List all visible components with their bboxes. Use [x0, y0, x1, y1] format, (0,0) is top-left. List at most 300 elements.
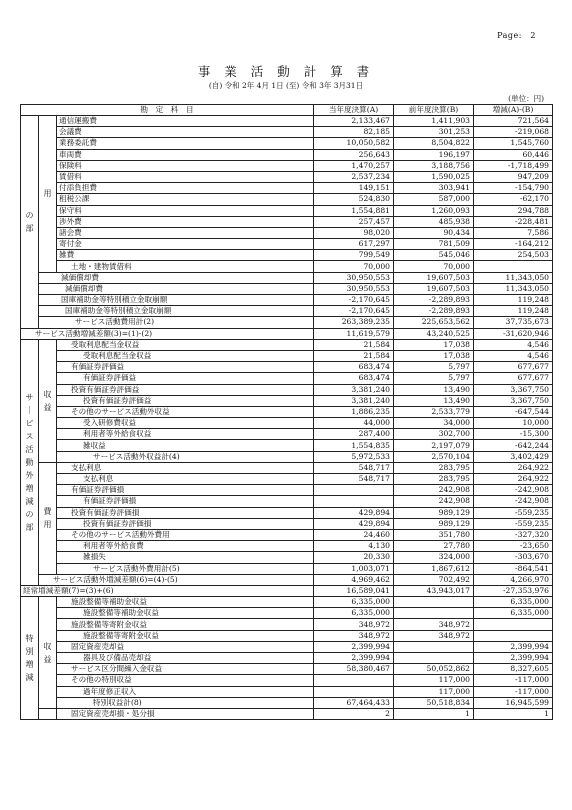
- difference-value: [474, 261, 553, 272]
- account-label: 車両費: [57, 149, 314, 160]
- total-label: 経常増減差額(7)=(3)+(6): [21, 585, 314, 596]
- account-label: 有価証券評価損: [57, 485, 314, 496]
- prior-year-value: 5,797: [394, 373, 474, 384]
- account-label: 会議費: [57, 127, 314, 138]
- table-row: [21, 384, 553, 395]
- statement-table: [20, 104, 553, 720]
- current-year-value: 5,972,533: [314, 451, 394, 462]
- unit-label: (単位：円): [508, 94, 544, 103]
- side-label-char: 増: [25, 660, 34, 670]
- account-label: 付添負担費: [57, 183, 314, 194]
- side-label-char: 減: [25, 673, 34, 683]
- prior-year-value: 545,046: [394, 250, 474, 261]
- table-row: [21, 395, 553, 406]
- current-year-value: [314, 485, 394, 496]
- account-label: 支払利息: [57, 474, 314, 485]
- prior-year-value: 13,490: [394, 395, 474, 406]
- table-row: [21, 474, 553, 485]
- current-year-value: 44,000: [314, 418, 394, 429]
- subtotal-label: サービス活動増減差額(3)=(1)-(2): [21, 328, 314, 339]
- prior-year-value: 43,943,017: [394, 585, 474, 596]
- difference-value: 1: [474, 708, 553, 719]
- current-year-value: 1,886,235: [314, 406, 394, 417]
- prior-year-value: 19,607,503: [394, 272, 474, 283]
- current-year-value: [314, 496, 394, 507]
- current-year-value: 617,297: [314, 239, 394, 250]
- table-row: [21, 227, 553, 238]
- prior-year-value: 8,504,822: [394, 138, 474, 149]
- side-label-char: 益: [43, 654, 52, 664]
- prior-year-value: -2,289,893: [394, 306, 474, 317]
- table-row: [21, 429, 553, 440]
- difference-value: -117,000: [474, 686, 553, 697]
- side-label-char: 収: [43, 389, 52, 399]
- difference-value: 16,945,599: [474, 697, 553, 708]
- prior-year-value: 1,590,025: [394, 171, 474, 182]
- prior-year-value: 351,780: [394, 529, 474, 540]
- side-label-char: 部: [25, 522, 34, 532]
- current-year-value: [314, 686, 394, 697]
- prior-year-value: 302,700: [394, 429, 474, 440]
- account-label: 国庫補助金等特別積立金取崩額: [39, 295, 314, 306]
- difference-value: [474, 630, 553, 641]
- header-diff: 増減(A)-(B): [474, 105, 553, 116]
- table-row: [21, 127, 553, 138]
- side-label-char: ビ: [25, 418, 34, 428]
- account-label: 固定資産売却損・処分損: [57, 708, 314, 719]
- prior-year-value: 27,780: [394, 541, 474, 552]
- account-label: 施設整備等寄附金収益: [57, 630, 314, 641]
- table-row: [21, 664, 553, 675]
- prior-year-value: 1,411,903: [394, 116, 474, 127]
- current-year-value: 16,589,041: [314, 585, 394, 596]
- side-label-char: 収: [43, 641, 52, 651]
- account-label: 受取利息配当金収益: [57, 339, 314, 350]
- difference-value: -62,170: [474, 194, 553, 205]
- table-row: [21, 205, 553, 216]
- difference-value: 3,402,429: [474, 451, 553, 462]
- subsection-label-expense: [39, 462, 57, 574]
- account-label: 受入研修費収益: [57, 418, 314, 429]
- difference-value: 3,367,750: [474, 395, 553, 406]
- prior-year-value: 117,000: [394, 675, 474, 686]
- prior-year-value: [394, 641, 474, 652]
- account-label: サービス活動費用計(2): [39, 317, 314, 328]
- prior-year-value: 2,533,779: [394, 406, 474, 417]
- subsection-label-expense: [39, 116, 57, 273]
- difference-value: -164,212: [474, 239, 553, 250]
- table-row: [21, 675, 553, 686]
- header-prior: 前年度決算(B): [394, 105, 474, 116]
- current-year-value: 257,457: [314, 216, 394, 227]
- current-year-value: 1,554,881: [314, 205, 394, 216]
- difference-value: 6,335,000: [474, 597, 553, 608]
- header-current: 当年度決算(A): [314, 105, 394, 116]
- difference-value: -242,908: [474, 496, 553, 507]
- table-row: [21, 295, 553, 306]
- current-year-value: 683,474: [314, 373, 394, 384]
- side-label-char: 別: [25, 647, 34, 657]
- difference-value: -559,235: [474, 518, 553, 529]
- difference-value: -27,353,976: [474, 585, 553, 596]
- table-row: [21, 529, 553, 540]
- table-row: [21, 653, 553, 664]
- side-label-char: 特: [25, 634, 34, 644]
- current-year-value: 30,950,553: [314, 272, 394, 283]
- current-year-value: 82,185: [314, 127, 394, 138]
- table-row: [21, 708, 553, 719]
- difference-value: 2,399,994: [474, 641, 553, 652]
- subsection-label-blank: [39, 708, 57, 719]
- prior-year-value: 1: [394, 708, 474, 719]
- account-label: 施設整備等補助金収益: [57, 597, 314, 608]
- prior-year-value: [394, 608, 474, 619]
- current-year-value: 2,399,994: [314, 641, 394, 652]
- prior-year-value: 90,434: [394, 227, 474, 238]
- side-label-char: 増: [25, 483, 34, 493]
- current-year-value: 24,460: [314, 529, 394, 540]
- table-row: [21, 149, 553, 160]
- prior-year-value: 43,240,525: [394, 328, 474, 339]
- current-year-value: 20,330: [314, 552, 394, 563]
- difference-value: 11,343,050: [474, 272, 553, 283]
- account-label: 投資有価証券評価益: [57, 395, 314, 406]
- account-label: 渉外費: [57, 216, 314, 227]
- table-row: [21, 317, 553, 328]
- total-row: [21, 585, 553, 596]
- account-label: 有価証券評価損: [57, 496, 314, 507]
- difference-value: 119,248: [474, 295, 553, 306]
- prior-year-value: 117,000: [394, 686, 474, 697]
- section-label-extraordinary: [21, 597, 39, 720]
- current-year-value: 3,381,240: [314, 395, 394, 406]
- prior-year-value: 348,972: [394, 630, 474, 641]
- section-label-non-service: [21, 339, 39, 585]
- current-year-value: 524,830: [314, 194, 394, 205]
- prior-year-value: 781,509: [394, 239, 474, 250]
- current-year-value: 6,335,000: [314, 597, 394, 608]
- account-label: 寄付金: [57, 239, 314, 250]
- difference-value: -1,718,499: [474, 160, 553, 171]
- difference-value: 254,503: [474, 250, 553, 261]
- account-label: 有価証券評価益: [57, 362, 314, 373]
- table-row: [21, 686, 553, 697]
- current-year-value: 6,335,000: [314, 608, 394, 619]
- current-year-value: 58,380,467: [314, 664, 394, 675]
- side-label-char: サ: [25, 392, 34, 402]
- difference-value: 1,545,760: [474, 138, 553, 149]
- prior-year-value: 242,908: [394, 496, 474, 507]
- side-label-char: の: [25, 509, 34, 519]
- table-row: [21, 194, 553, 205]
- document-title: 事 業 活 動 計 算 書: [197, 64, 375, 79]
- difference-value: 119,248: [474, 306, 553, 317]
- difference-value: -228,481: [474, 216, 553, 227]
- prior-year-value: 303,941: [394, 183, 474, 194]
- account-label: 特別収益計(8): [57, 697, 314, 708]
- side-label-char: の: [25, 210, 34, 220]
- current-year-value: 21,584: [314, 339, 394, 350]
- prior-year-value: 485,938: [394, 216, 474, 227]
- table-row: [21, 597, 553, 608]
- prior-year-value: [394, 597, 474, 608]
- account-label: その他のサービス活動外費用: [57, 529, 314, 540]
- account-label: 雑損失: [57, 552, 314, 563]
- side-label-char: ｜: [25, 405, 34, 415]
- fiscal-period: (自) 令和 2年 4月 1日 (至) 令和 3年 3月31日: [208, 81, 364, 90]
- header-item: 勘 定 科 目: [21, 105, 314, 116]
- current-year-value: 2,537,234: [314, 171, 394, 182]
- side-label-char: 減: [25, 496, 34, 506]
- account-label: 雑収益: [57, 440, 314, 451]
- prior-year-value: 1,260,093: [394, 205, 474, 216]
- table-row: [21, 160, 553, 171]
- side-label-char: 用: [43, 520, 52, 530]
- prior-year-value: 3,188,756: [394, 160, 474, 171]
- prior-year-value: 5,797: [394, 362, 474, 373]
- table-row: [21, 641, 553, 652]
- subtotal-label: サービス活動外増減差額(6)=(4)-(5): [39, 574, 314, 585]
- current-year-value: 799,549: [314, 250, 394, 261]
- current-year-value: 70,000: [314, 261, 394, 272]
- account-label: 利用者等外給食収益: [57, 429, 314, 440]
- account-label: 固定資産売却益: [57, 641, 314, 652]
- side-label-char: 外: [25, 470, 34, 480]
- table-row: [21, 563, 553, 574]
- current-year-value: 4,969,462: [314, 574, 394, 585]
- difference-value: 11,343,050: [474, 283, 553, 294]
- section-label-service-activity: [21, 116, 39, 329]
- current-year-value: 683,474: [314, 362, 394, 373]
- table-row: [21, 116, 553, 127]
- account-label: 減価償却費: [39, 283, 314, 294]
- table-row: [21, 216, 553, 227]
- table-row: [21, 418, 553, 429]
- difference-value: -154,790: [474, 183, 553, 194]
- table-row: [21, 462, 553, 473]
- current-year-value: 30,950,553: [314, 283, 394, 294]
- difference-value: 7,586: [474, 227, 553, 238]
- current-year-value: 548,717: [314, 474, 394, 485]
- prior-year-value: 702,492: [394, 574, 474, 585]
- difference-value: 947,209: [474, 171, 553, 182]
- account-label: その他のサービス活動外収益: [57, 406, 314, 417]
- difference-value: -864,541: [474, 563, 553, 574]
- prior-year-value: 17,038: [394, 339, 474, 350]
- prior-year-value: 70,000: [394, 261, 474, 272]
- table-row: [21, 630, 553, 641]
- subtotal-row: [21, 328, 553, 339]
- difference-value: -117,000: [474, 675, 553, 686]
- account-label: サービス活動外費用計(5): [57, 563, 314, 574]
- difference-value: 264,922: [474, 474, 553, 485]
- account-label: 受取利息配当金収益: [57, 350, 314, 361]
- table-row: [21, 138, 553, 149]
- current-year-value: 10,050,582: [314, 138, 394, 149]
- account-label: サービス活動外収益計(4): [57, 451, 314, 462]
- account-label: サービス区分間繰入金収益: [57, 664, 314, 675]
- table-row: [21, 485, 553, 496]
- prior-year-value: 301,253: [394, 127, 474, 138]
- current-year-value: 1,554,835: [314, 440, 394, 451]
- difference-value: 4,546: [474, 350, 553, 361]
- prior-year-value: 19,607,503: [394, 283, 474, 294]
- difference-value: 264,922: [474, 462, 553, 473]
- side-label-char: 活: [25, 444, 34, 454]
- table-row: [21, 261, 553, 272]
- prior-year-value: [394, 653, 474, 664]
- difference-value: 8,327,605: [474, 664, 553, 675]
- difference-value: -15,300: [474, 429, 553, 440]
- side-label-char: ス: [25, 431, 34, 441]
- difference-value: -303,670: [474, 552, 553, 563]
- table-row: [21, 171, 553, 182]
- difference-value: -642,244: [474, 440, 553, 451]
- current-year-value: 2,133,467: [314, 116, 394, 127]
- difference-value: 60,446: [474, 149, 553, 160]
- table-row: [21, 608, 553, 619]
- account-label: 土地・建物賃借料: [57, 261, 314, 272]
- account-label: 租税公課: [57, 194, 314, 205]
- difference-value: 721,564: [474, 116, 553, 127]
- account-label: 投資有価証券評価損: [57, 518, 314, 529]
- account-label: 賃借料: [57, 171, 314, 182]
- prior-year-value: 242,908: [394, 485, 474, 496]
- current-year-value: 548,717: [314, 462, 394, 473]
- difference-value: 294,788: [474, 205, 553, 216]
- side-label-char: 部: [25, 223, 34, 233]
- account-label: 有価証券評価益: [57, 373, 314, 384]
- prior-year-value: 587,000: [394, 194, 474, 205]
- table-row: [21, 239, 553, 250]
- table-row: [21, 283, 553, 294]
- account-label: 保険料: [57, 160, 314, 171]
- account-label: 過年度修正収入: [57, 686, 314, 697]
- side-label-char: 動: [25, 457, 34, 467]
- side-label-char: 用: [43, 189, 52, 199]
- account-label: 利用者等外給食費: [57, 541, 314, 552]
- current-year-value: 3,381,240: [314, 384, 394, 395]
- current-year-value: 98,020: [314, 227, 394, 238]
- account-label: 施設整備等補助金収益: [57, 608, 314, 619]
- page-number: Page: 2: [497, 31, 536, 40]
- difference-value: 10,000: [474, 418, 553, 429]
- difference-value: [474, 619, 553, 630]
- subsection-label-income: [39, 339, 57, 462]
- table-row: [21, 496, 553, 507]
- account-label: 保守料: [57, 205, 314, 216]
- prior-year-value: 1,867,612: [394, 563, 474, 574]
- account-label: 支払利息: [57, 462, 314, 473]
- current-year-value: 1,003,071: [314, 563, 394, 574]
- difference-value: -31,620,946: [474, 328, 553, 339]
- current-year-value: -2,170,645: [314, 306, 394, 317]
- difference-value: -327,320: [474, 529, 553, 540]
- table-row: [21, 272, 553, 283]
- current-year-value: 287,400: [314, 429, 394, 440]
- difference-value: 4,266,970: [474, 574, 553, 585]
- account-label: 施設整備等寄附金収益: [57, 619, 314, 630]
- prior-year-value: 17,038: [394, 350, 474, 361]
- prior-year-value: 324,000: [394, 552, 474, 563]
- prior-year-value: 348,972: [394, 619, 474, 630]
- current-year-value: 149,151: [314, 183, 394, 194]
- prior-year-value: 2,197,079: [394, 440, 474, 451]
- account-label: 投資有価証券評価損: [57, 507, 314, 518]
- difference-value: -23,650: [474, 541, 553, 552]
- difference-value: -219,068: [474, 127, 553, 138]
- current-year-value: 2: [314, 708, 394, 719]
- subsection-label-income: [39, 597, 57, 709]
- account-label: 通信運搬費: [57, 116, 314, 127]
- table-row: [21, 350, 553, 361]
- table-row: [21, 552, 553, 563]
- table-row: [21, 339, 553, 350]
- account-label: 投資有価証券評価益: [57, 384, 314, 395]
- difference-value: -647,544: [474, 406, 553, 417]
- table-row: [21, 373, 553, 384]
- account-label: その他の特別収益: [57, 675, 314, 686]
- current-year-value: 348,972: [314, 619, 394, 630]
- current-year-value: 21,584: [314, 350, 394, 361]
- difference-value: 677,677: [474, 362, 553, 373]
- subtotal-row: [21, 574, 553, 585]
- current-year-value: 348,972: [314, 630, 394, 641]
- table-row: [21, 697, 553, 708]
- table-row: [21, 507, 553, 518]
- prior-year-value: 989,129: [394, 507, 474, 518]
- difference-value: 677,677: [474, 373, 553, 384]
- prior-year-value: 34,000: [394, 418, 474, 429]
- prior-year-value: 225,653,562: [394, 317, 474, 328]
- prior-year-value: 196,197: [394, 149, 474, 160]
- current-year-value: 2,399,994: [314, 653, 394, 664]
- difference-value: 6,335,000: [474, 608, 553, 619]
- difference-value: 2,399,994: [474, 653, 553, 664]
- current-year-value: 263,389,235: [314, 317, 394, 328]
- prior-year-value: 13,490: [394, 384, 474, 395]
- difference-value: -242,908: [474, 485, 553, 496]
- account-label: 器具及び備品売却益: [57, 653, 314, 664]
- header-row: [21, 105, 553, 116]
- current-year-value: 1,470,257: [314, 160, 394, 171]
- current-year-value: 4,130: [314, 541, 394, 552]
- table-row: [21, 183, 553, 194]
- account-label: 諸会費: [57, 227, 314, 238]
- account-label: 業務委託費: [57, 138, 314, 149]
- current-year-value: 429,894: [314, 507, 394, 518]
- current-year-value: 256,643: [314, 149, 394, 160]
- table-row: [21, 406, 553, 417]
- table-row: [21, 451, 553, 462]
- table-row: [21, 440, 553, 451]
- table-row: [21, 619, 553, 630]
- difference-value: 3,367,750: [474, 384, 553, 395]
- current-year-value: 67,464,433: [314, 697, 394, 708]
- current-year-value: 429,894: [314, 518, 394, 529]
- prior-year-value: 50,518,834: [394, 697, 474, 708]
- table-row: [21, 362, 553, 373]
- current-year-value: -2,170,645: [314, 295, 394, 306]
- difference-value: 4,546: [474, 339, 553, 350]
- table-row: [21, 518, 553, 529]
- prior-year-value: 50,052,862: [394, 664, 474, 675]
- account-label: 雑費: [57, 250, 314, 261]
- difference-value: 37,735,673: [474, 317, 553, 328]
- prior-year-value: 989,129: [394, 518, 474, 529]
- side-label-char: 費: [43, 507, 52, 517]
- account-label: 減価償却費: [39, 272, 314, 283]
